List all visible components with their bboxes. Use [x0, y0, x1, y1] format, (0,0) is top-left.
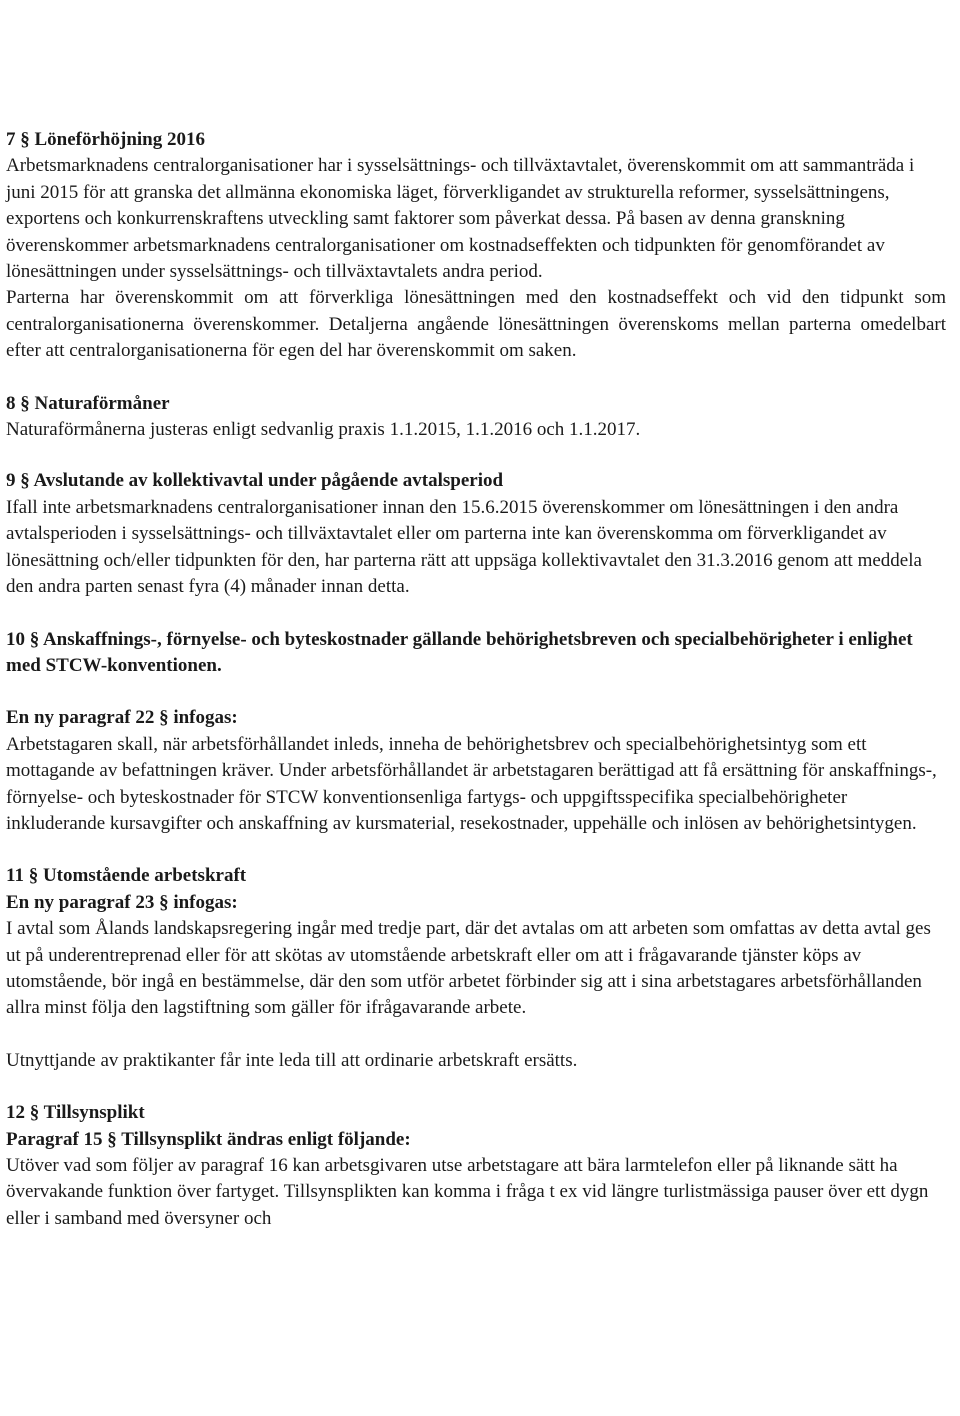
section-11-paragraph-2: Utnyttjande av praktikanter får inte leda till att ordinarie arbetskraft ersätts. [6, 1049, 578, 1071]
section-11-heading: 11 § Utomstående arbetskraft [6, 865, 247, 887]
section-12-subheading: Paragraf 15 § Tillsynsplikt ändras enligt följande: [6, 1128, 411, 1150]
section-7 [6, 127, 946, 365]
section-12 [6, 1100, 946, 1232]
paragraph-22 [6, 705, 946, 837]
section-8 [6, 391, 946, 444]
section-9-paragraph-1: Ifall inte arbetsmarknadens centralorganisationer innan den 15.6.2015 överenskommer om lönesättningen i den andra avtalsperioden i sysselsättnings- och tillväxtavtalet eller om parterna inte kan överenskomma om förverkligandet av lönesättning och/eller tidpunkten för den, har parterna rätt att uppsäga kollektivavtalet den 31.3.2016 genom att meddela den andra parten senast fyra (4) månader innan detta. [6, 496, 922, 598]
section-11-paragraph-1: I avtal som Ålands landskapsregering ingår med tredje part, där det avtalas om att arbeten som omfattas av detta avtal ges ut på underentreprenad eller för att skötas av utomstående arbetskraft eller om att i frågavarande tjänster köps av utomstående, bör ingå en bestämmelse, där den som utför arbetet förbinder sig att i sina arbetstagares arbetsförhållanden allra minst följa den lagstiftning som gäller för ifrågavarande arbete. [6, 918, 931, 1019]
section-11-subheading: En ny paragraf 23 § infogas: [6, 891, 238, 913]
paragraph-22-heading: En ny paragraf 22 § infogas: [6, 707, 238, 729]
section-10 [6, 627, 946, 680]
section-12-paragraph-1: Utöver vad som följer av paragraf 16 kan arbetsgivaren utse arbetstagare att bära larmtelefon eller på liknande sätt ha övervakande funktion över fartyget. Tillsynsplikten kan komma i fråga t ex vid längre turlistmässiga pauser över ett dygn eller i samband med översyner och [6, 1155, 929, 1229]
section-8-heading: 8 § Naturaförmåner [6, 392, 170, 414]
section-7-paragraph-2: Parterna har överenskommit om att förverkliga lönesättningen med den kostnadseffekt och vid den tidpunkt som centralorganisationerna överenskommer. Detaljerna angående lönesättningen överenskoms mellan parterna omedelbart efter att centralorganisationerna för egen del har överenskommit om saken. [6, 287, 946, 362]
section-8-paragraph-1: Naturaförmånerna justeras enligt sedvanlig praxis 1.1.2015, 1.1.2016 och 1.1.2017. [6, 419, 641, 441]
document-page [6, 127, 946, 1232]
paragraph-22-body: Arbetstagaren skall, när arbetsförhållandet inleds, inneha de behörighetsbrev och specialbehörighetsintyg som ett mottagande av befattningen kräver. Under arbetsförhållandet är arbetstagaren berättigad att få ersättning för anskaffnings-, förnyelse- och byteskostnader för STCW konventionsenliga fartygs- och uppgiftsspecifika specialbehörigheter inkluderande kursavgifter och anskaffning av kursmaterial, resekostnader, uppehälle och inlösen av behörighetsintygen. [6, 733, 937, 834]
section-11 [6, 863, 946, 1074]
section-10-heading: 10 § Anskaffnings-, förnyelse- och byteskostnader gällande behörighetsbreven och specialbehörigheter i enlighet med STCW-konventionen. [6, 628, 913, 676]
section-9-heading: 9 § Avslutande av kollektivavtal under pågående avtalsperiod [6, 470, 504, 492]
section-7-paragraph-1: Arbetsmarknadens centralorganisationer har i sysselsättnings- och tillväxtavtalet, överenskommit om att sammanträda i juni 2015 för att granska det allmänna ekonomiska läget, förverkligandet av strukturella reformer, sysselsättningens, exportens och konkurrenskraftens utveckling samt faktorer som påverkat dessa. På basen av denna granskning överenskommer arbetsmarknadens centralorganisationer om kostnadseffekten och tidpunkten för genomförandet av lönesättningen under sysselsättnings- och tillväxtavtalets andra period. [6, 155, 915, 283]
section-12-heading: 12 § Tillsynsplikt [6, 1102, 145, 1124]
section-7-heading: 7 § Löneförhöjning 2016 [6, 129, 205, 150]
section-9 [6, 468, 946, 600]
